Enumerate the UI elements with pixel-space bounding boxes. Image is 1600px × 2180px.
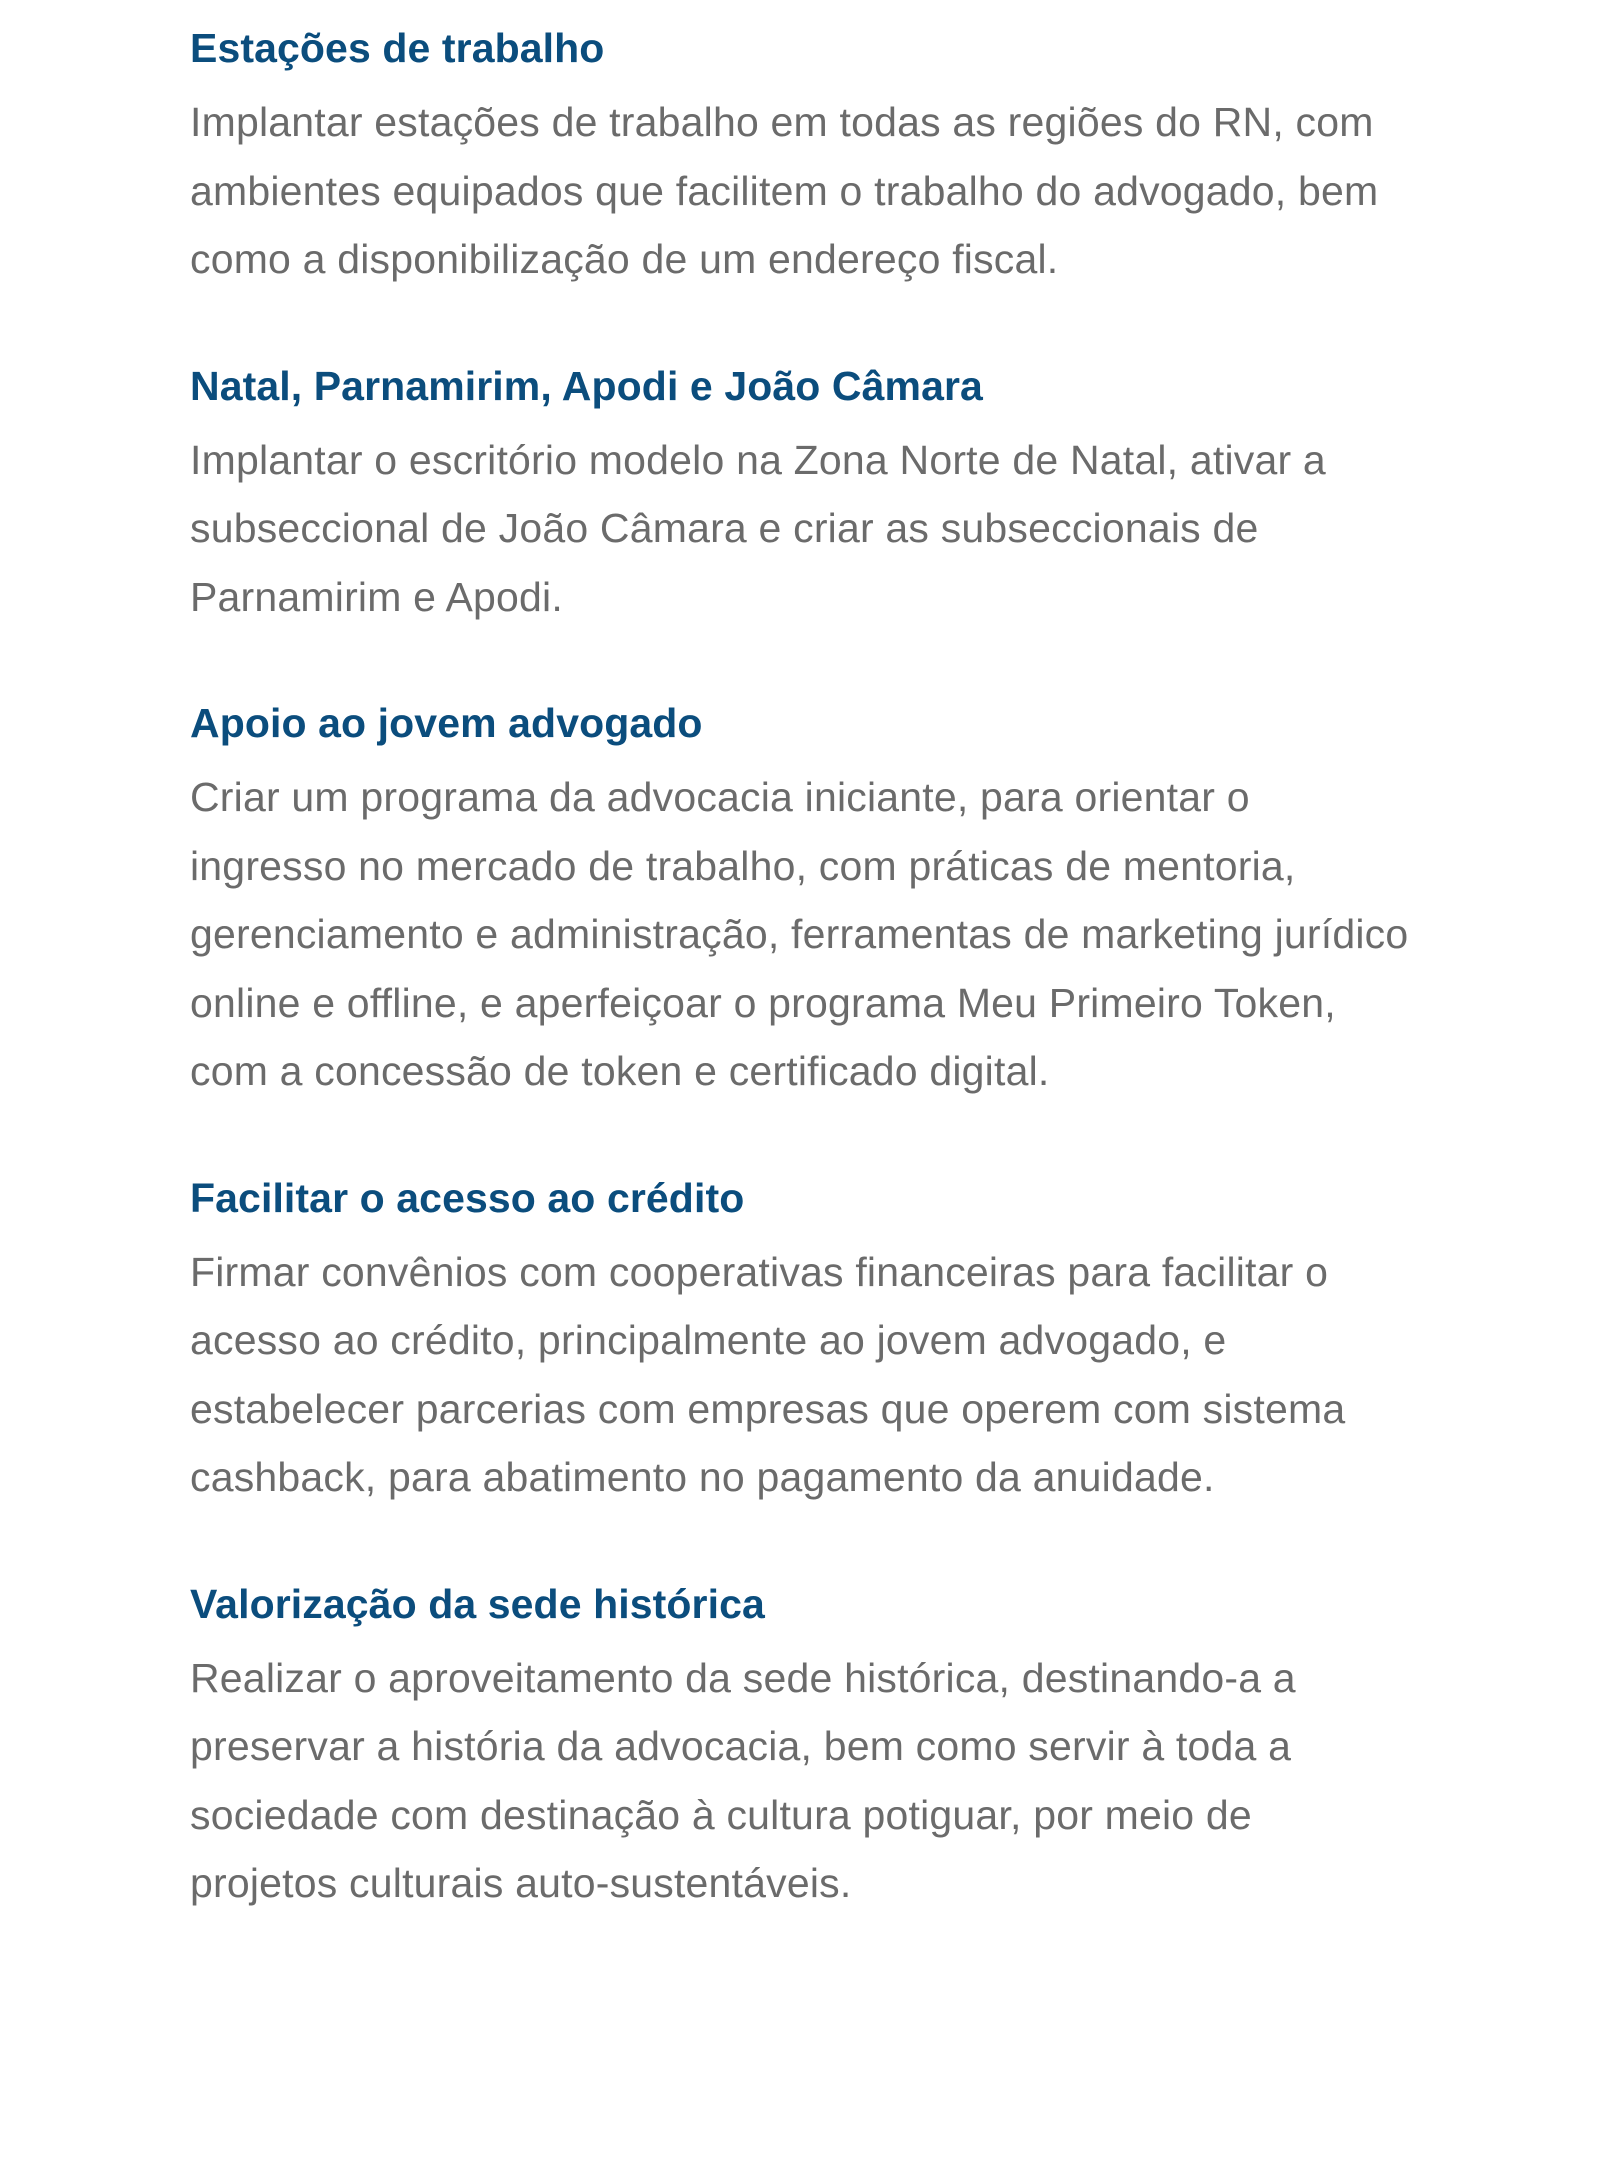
section-historic-headquarters bbox=[190, 1578, 1410, 1918]
section-young-lawyer bbox=[190, 697, 1410, 1106]
section-title: Estações de trabalho bbox=[190, 25, 605, 71]
section-title: Natal, Parnamirim, Apodi e João Câmara bbox=[190, 362, 983, 409]
section-description: Implantar o escritório modelo na Zona Norte de Natal, ativar a subseccional de João Câmara e criar as subseccionais de Parnamirim e Apodi. bbox=[190, 436, 1326, 620]
section-title: Valorização da sede histórica bbox=[190, 1580, 765, 1627]
section-description: Criar um programa da advocacia iniciante, para orientar o ingresso no mercado de trabalho, com práticas de mentoria, gerenciamento e administração, ferramentas de marketing jurídico online e offline, e aperfeiçoar o programa Meu Primeiro Token, com a concessão de token e certificado digital. bbox=[190, 774, 1409, 1094]
section-title: Facilitar o acesso ao crédito bbox=[190, 1174, 745, 1221]
section-description: Implantar estações de trabalho em todas as regiões do RN, com ambientes equipados que facilitem o trabalho do advogado, bem como a disponibilização de um endereço fiscal. bbox=[190, 99, 1379, 282]
section-description: Firmar convênios com cooperativas financeiras para facilitar o acesso ao crédito, principalmente ao jovem advogado, e estabelecer parcerias com empresas que operem com sistema cashback, para abatimento no pagamento da anuidade. bbox=[190, 1248, 1346, 1500]
section-title: Apoio ao jovem advogado bbox=[190, 700, 703, 746]
section-credit-access bbox=[190, 1172, 1410, 1512]
section-subsections bbox=[190, 360, 1410, 632]
section-workstations bbox=[190, 22, 1410, 294]
section-description: Realizar o aproveitamento da sede histórica, destinando-a a preservar a história da advocacia, bem como servir à toda a sociedade com destinação à cultura potiguar, por meio de projetos culturais auto-sustentáveis. bbox=[190, 1654, 1296, 1906]
